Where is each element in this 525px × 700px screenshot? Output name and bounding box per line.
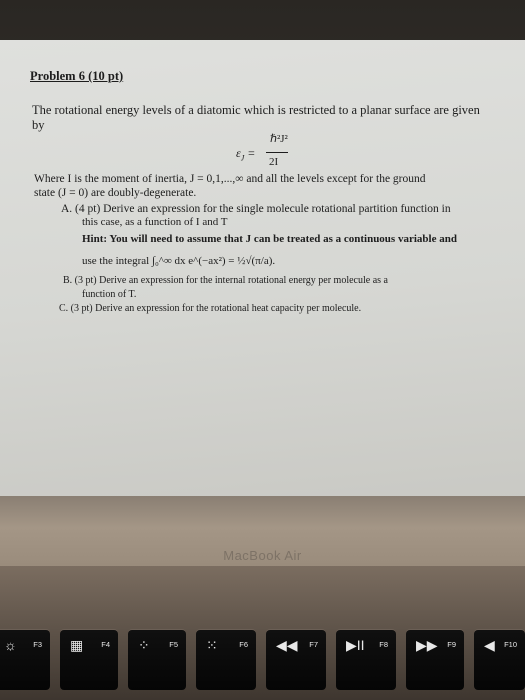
rewind-icon: ◀◀ xyxy=(276,637,298,653)
brand-label: MacBook Air xyxy=(223,548,302,563)
formula-lhs: $\varepsilon_J$ = xyxy=(236,146,256,163)
where-line-1: Where I is the moment of inertia, J = 0,1,...,∞ and all the levels except for the ground xyxy=(34,173,426,185)
fraction-bar xyxy=(266,152,288,153)
play-pause-icon: ▶II xyxy=(346,637,365,653)
key-f7[interactable] xyxy=(266,630,326,690)
keyboard-light-up-icon: ⁙ xyxy=(206,637,218,653)
brightness-up-icon: ☼ xyxy=(4,637,17,653)
part-a-line-1: A. (4 pt) Derive an expression for the single molecule rotational partition function in xyxy=(61,203,451,215)
where-line-2: state (J = 0) are doubly-degenerate. xyxy=(34,187,197,199)
key-f8[interactable] xyxy=(336,630,396,690)
part-a-integral: use the integral ∫₀^∞ dx e^(−ax²) = ½√(π/a). xyxy=(82,255,276,267)
mute-icon: ◀ xyxy=(484,637,495,653)
formula-numerator: ℏ²J² xyxy=(270,133,288,145)
intro-line-2: by xyxy=(32,118,45,132)
problem-title: Problem 6 (10 pt) xyxy=(30,69,124,83)
part-b-line-1: B. (3 pt) Derive an expression for the internal rotational energy per molecule as a xyxy=(63,275,388,286)
intro-line-1: The rotational energy levels of a diatomic which is restricted to a planar surface are given xyxy=(32,103,480,117)
keyboard-light-down-icon: ⁘ xyxy=(138,637,150,653)
part-a-hint: Hint: You will need to assume that J can be treated as a continuous variable and xyxy=(82,233,457,245)
key-f10[interactable] xyxy=(474,630,525,690)
key-label: F4 xyxy=(101,640,110,649)
formula-denominator: 2I xyxy=(269,156,279,168)
key-f3[interactable] xyxy=(0,630,50,690)
key-f4[interactable] xyxy=(60,630,118,690)
launchpad-icon: ▦ xyxy=(70,637,84,653)
key-label: F6 xyxy=(239,640,248,649)
part-a-line-2: this case, as a function of I and T xyxy=(82,216,228,228)
key-label: F10 xyxy=(504,640,517,649)
key-label: F9 xyxy=(447,640,456,649)
key-label: F3 xyxy=(33,640,42,649)
part-c-line-1: C. (3 pt) Derive an expression for the rotational heat capacity per molecule. xyxy=(59,303,362,314)
fast-forward-icon: ▶▶ xyxy=(416,637,438,653)
part-b-line-2: function of T. xyxy=(82,289,137,300)
key-label: F5 xyxy=(169,640,178,649)
key-label: F7 xyxy=(309,640,318,649)
key-f5[interactable] xyxy=(128,630,186,690)
key-f9[interactable] xyxy=(406,630,464,690)
energy-formula xyxy=(236,132,308,176)
key-f6[interactable] xyxy=(196,630,256,690)
key-label: F8 xyxy=(379,640,388,649)
